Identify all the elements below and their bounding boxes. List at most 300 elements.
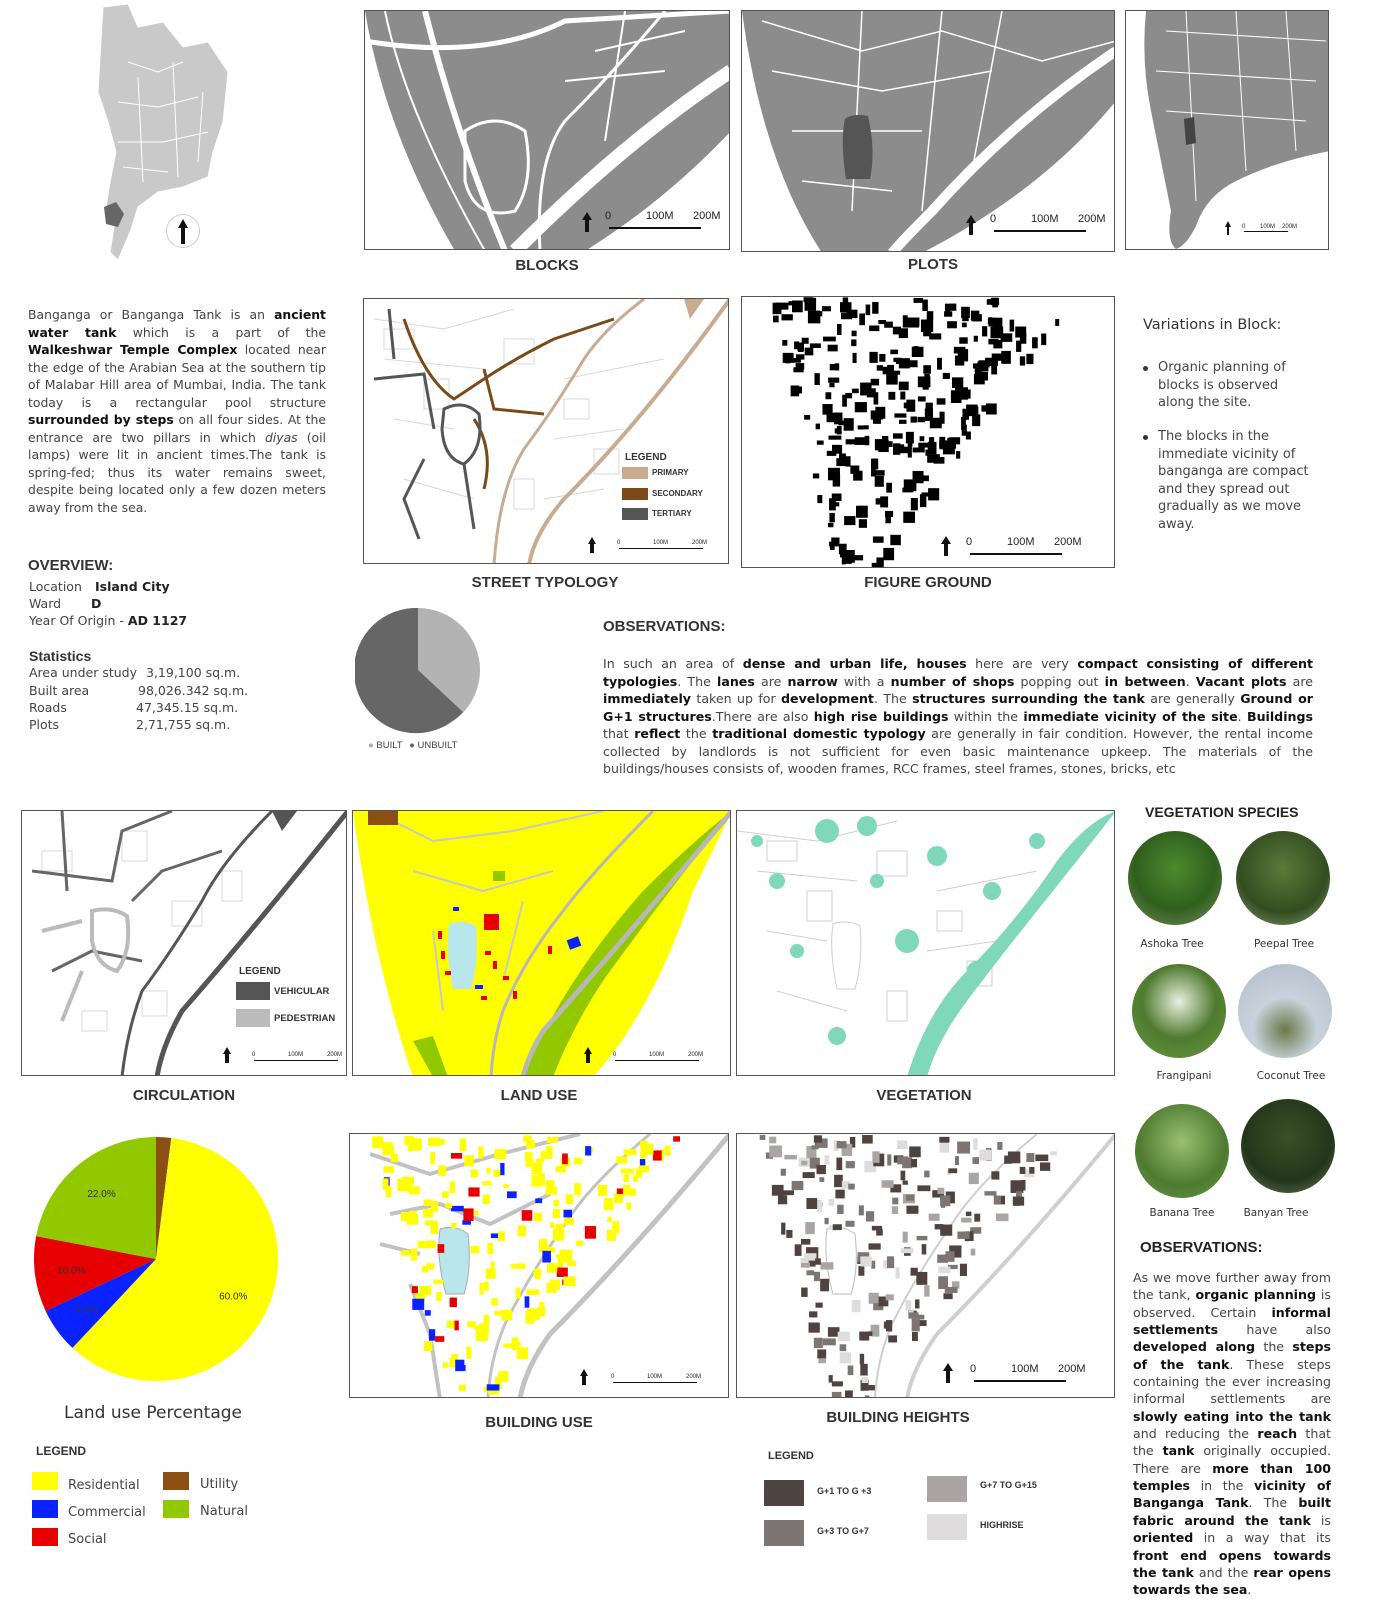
text-run: number of shops: [890, 673, 1015, 689]
building-footprint: [794, 341, 799, 349]
scale-mid: 100M: [647, 1374, 663, 1380]
building-footprint: [894, 413, 906, 417]
building-footprint: [426, 1263, 434, 1269]
caption-blocks: BLOCKS: [515, 257, 579, 274]
building-footprint: [858, 425, 864, 429]
building-footprint: [386, 1186, 392, 1197]
building-footprint: [791, 386, 800, 397]
building-footprint: [846, 1161, 855, 1168]
tree-label: Banana Tree: [1149, 1207, 1215, 1219]
text-run: developed along: [1133, 1339, 1256, 1355]
variations-heading: Variations in Block:: [1143, 317, 1282, 333]
building-footprint: [817, 495, 822, 503]
building-footprint: [924, 1285, 929, 1296]
building-footprint: [862, 1135, 873, 1144]
building-footprint: [525, 1296, 530, 1307]
building-footprint: [1050, 1151, 1057, 1155]
scale-bar-small: [1242, 224, 1300, 232]
building-footprint: [923, 365, 931, 374]
building-footprint: [922, 300, 928, 311]
building-footprint: [769, 1146, 782, 1158]
legend-label-g1-g3: G+1 TO G +3: [817, 1486, 872, 1496]
building-footprint: [546, 1146, 553, 1159]
text-run: are generally in fair condition. However, the rental income collected by landlords is not sufficient for even basic maintenance upkeep. The materials of the buildings/houses consists of, wooden frames, RCC frames, steel frames, stones, bricks, etc: [603, 726, 1314, 776]
scale-zero: 0: [617, 540, 621, 546]
building-footprint: [832, 1392, 842, 1398]
building-footprint: [810, 311, 822, 316]
building-footprint: [903, 512, 915, 523]
building-footprint: [868, 1331, 872, 1336]
building-footprint: [907, 320, 919, 327]
building-footprint: [412, 1286, 418, 1293]
caption-street-typology: STREET TYPOLOGY: [471, 574, 619, 591]
text-run: compact consisting of different typologies: [603, 656, 1313, 689]
legend-label-g7-g15: G+7 TO G+15: [980, 1480, 1037, 1490]
building-footprint: [772, 1185, 784, 1196]
overview-origin: [29, 613, 329, 628]
building-footprint: [1010, 320, 1015, 332]
north-arrow-icon: [578, 210, 596, 234]
building-footprint: [922, 1244, 927, 1254]
building-footprint: [412, 1299, 424, 1310]
building-footprint: [665, 1146, 671, 1156]
building-heights-map: [736, 1133, 1115, 1398]
building-footprint: [616, 1156, 627, 1163]
building-footprint: [776, 303, 789, 310]
text-run: immediate vicinity of the site: [1023, 708, 1238, 724]
building-footprint: [947, 438, 956, 449]
building-footprint: [903, 315, 908, 327]
building-footprint: [1040, 1162, 1050, 1170]
building-footprint: [500, 1163, 504, 1175]
legend-label-social: Social: [68, 1532, 107, 1547]
building-footprint: [760, 1135, 766, 1140]
building-footprint: [471, 1246, 480, 1253]
building-footprint: [474, 1211, 479, 1215]
scale-zero: 0: [970, 1363, 977, 1375]
building-footprint: [796, 363, 805, 369]
legend-swatch-primary: [622, 467, 648, 479]
scale-end: 200M: [692, 540, 708, 546]
stat-row: [29, 717, 329, 732]
building-footprint: [555, 1224, 564, 1237]
scale-bar-small: [613, 1052, 705, 1064]
building-footprint: [877, 365, 883, 370]
building-footprint: [541, 1151, 546, 1159]
building-footprint: [451, 1153, 462, 1159]
building-footprint: [515, 1288, 520, 1299]
building-footprint: [673, 1136, 680, 1141]
text-run: .: [1247, 1582, 1252, 1598]
building-footprint: [892, 1206, 898, 1214]
building-footprint: [781, 314, 792, 320]
building-footprint: [871, 1261, 875, 1269]
building-footprint: [803, 1172, 815, 1178]
building-footprint: [455, 1321, 459, 1331]
building-footprint: [1032, 337, 1038, 348]
building-footprint: [563, 1210, 572, 1218]
landuse-legend: [32, 1440, 272, 1555]
building-footprint: [875, 476, 884, 487]
legend-label-highrise: HIGHRISE: [980, 1520, 1024, 1530]
building-footprint: [945, 1251, 954, 1262]
building-footprint: [929, 1214, 940, 1221]
building-footprint: [476, 1330, 488, 1342]
intro-bold: Walkeshwar Temple Complex: [28, 342, 238, 357]
building-footprint: [1001, 351, 1011, 364]
text-run: originally occupied. There are: [1133, 1443, 1332, 1476]
building-footprint: [869, 352, 877, 363]
building-footprint: [526, 1160, 534, 1167]
building-footprint: [828, 345, 838, 352]
building-footprint: [832, 445, 842, 454]
building-footprint: [997, 1142, 1002, 1150]
building-footprint: [446, 1203, 453, 1208]
building-footprint: [866, 304, 871, 315]
building-footprint: [781, 1223, 785, 1235]
building-footprint: [482, 1181, 491, 1185]
building-footprint: [874, 470, 885, 476]
text-run: .: [1185, 673, 1196, 689]
building-footprint: [814, 1272, 820, 1281]
scale-end: 200M: [693, 210, 721, 222]
north-arrow-icon: [219, 1045, 235, 1065]
building-footprint: [961, 1218, 971, 1223]
text-run: are: [754, 673, 788, 689]
building-footprint: [937, 358, 942, 370]
building-footprint: [918, 443, 928, 448]
building-footprint: [471, 1169, 478, 1177]
intro-paragraph: [28, 306, 326, 516]
building-footprint: [547, 1137, 558, 1143]
legend-swatch-g1-g3: [764, 1480, 804, 1506]
building-footprint: [806, 1198, 817, 1209]
building-footprint: [851, 339, 856, 346]
text-run: with a: [837, 673, 891, 689]
building-footprint: [833, 1224, 842, 1230]
legend-swatch-g3-g7: [764, 1520, 804, 1546]
text-run: organic planning: [1195, 1287, 1316, 1303]
building-footprint: [844, 558, 852, 564]
text-run: rear opens towards the sea: [1133, 1564, 1331, 1598]
building-footprint: [507, 1191, 517, 1198]
building-footprint: [938, 1267, 950, 1274]
building-footprint: [854, 555, 863, 560]
text-run: informal settlements: [1133, 1304, 1331, 1338]
legend-title: LEGEND: [36, 1444, 87, 1458]
text-run: immediately: [603, 691, 692, 706]
building-footprint: [951, 390, 962, 403]
building-footprint: [840, 553, 845, 558]
building-footprint: [913, 298, 923, 303]
building-footprint: [940, 1195, 950, 1206]
north-arrow-icon: [166, 214, 200, 248]
banana-tree-image: [1135, 1104, 1229, 1198]
building-footprint: [852, 331, 857, 337]
legend-label-vehicular: VEHICULAR: [274, 986, 330, 997]
stat-label: Area under study: [29, 665, 137, 680]
frangipani-image: [1132, 964, 1226, 1058]
building-footprint: [858, 1266, 864, 1276]
building-footprint: [860, 383, 871, 396]
building-footprint: [517, 1347, 528, 1359]
text-run: and reducing the: [1133, 1426, 1258, 1442]
building-footprint: [939, 437, 945, 449]
text-run: . The: [1248, 1495, 1299, 1511]
building-footprint: [897, 1140, 907, 1149]
building-footprint: [823, 1338, 836, 1345]
building-footprint: [828, 523, 834, 527]
legend-unbuilt: UNBUILT: [417, 740, 458, 751]
building-footprint: [890, 350, 898, 355]
building-footprint: [498, 1231, 505, 1241]
text-run: are: [1286, 673, 1313, 689]
caption-land-use: LAND USE: [500, 1087, 578, 1104]
scale-zero: 0: [252, 1052, 256, 1058]
building-footprint: [844, 516, 855, 525]
tree-label: Frangipani: [1156, 1070, 1212, 1082]
building-footprint: [855, 402, 867, 412]
locator-map: [1125, 10, 1329, 250]
text-run: the: [680, 726, 713, 741]
building-footprint: [832, 1381, 843, 1386]
caption-vegetation: VEGETATION: [876, 1087, 972, 1104]
building-footprint: [972, 1157, 979, 1164]
building-footprint: [906, 1206, 918, 1214]
building-footprint: [786, 1230, 792, 1238]
text-run: . The: [677, 673, 717, 689]
building-footprint: [865, 1395, 870, 1398]
building-footprint: [974, 1214, 980, 1222]
building-footprint: [820, 1262, 833, 1269]
north-arrow-icon: [576, 1367, 592, 1387]
text-run: built fabric around the tank: [1133, 1495, 1332, 1528]
building-footprint: [860, 1354, 864, 1364]
building-footprint: [429, 1329, 435, 1341]
building-footprint: [927, 454, 940, 463]
building-footprint: [806, 1270, 814, 1275]
building-footprint: [527, 1308, 540, 1320]
observations-heading: OBSERVATIONS:: [603, 618, 726, 635]
ward-value: D: [91, 596, 102, 611]
building-footprint: [840, 1344, 847, 1351]
building-footprint: [918, 396, 926, 401]
building-footprint: [943, 1293, 952, 1299]
stat-value: 2,71,755 sq.m.: [136, 717, 231, 732]
building-footprint: [987, 299, 991, 305]
building-footprint: [937, 398, 946, 404]
building-footprint: [607, 1217, 611, 1222]
text-run: reflect: [634, 726, 681, 741]
building-footprint: [783, 1190, 794, 1195]
building-footprint: [526, 1289, 539, 1295]
building-footprint: [887, 1154, 891, 1165]
building-footprint: [801, 1239, 810, 1245]
overview-heading: OVERVIEW:: [28, 557, 114, 574]
location-value: Island City: [95, 579, 170, 594]
building-footprint: [845, 1390, 853, 1398]
text-run: and the: [1193, 1564, 1254, 1580]
scale-end: 200M: [1282, 224, 1298, 230]
building-footprint: [880, 496, 888, 507]
legend-label-pedestrian: PEDESTRIAN: [274, 1013, 336, 1024]
building-footprint: [814, 1135, 822, 1142]
building-footprint: [538, 1306, 545, 1317]
building-footprint: [483, 1195, 490, 1205]
building-footprint: [890, 535, 901, 545]
intro-text: located near the edge of the Arabian Sea at the southern tip of Malabar Hill area of Mumbai, India. The tank today is a rectangular pool structure: [28, 342, 326, 410]
building-footprint: [817, 441, 824, 445]
building-footprint: [988, 317, 992, 326]
building-footprint: [633, 1175, 638, 1182]
building-footprint: [947, 321, 957, 328]
building-footprint: [585, 1146, 591, 1155]
caption-plots: PLOTS: [907, 256, 958, 273]
building-footprint: [407, 1214, 418, 1225]
building-footprint: [848, 1366, 854, 1376]
building-footprint: [784, 1155, 797, 1160]
building-footprint: [860, 1364, 867, 1376]
building-footprint: [844, 418, 854, 431]
building-footprint: [981, 405, 992, 411]
legend-title: LEGEND: [625, 452, 667, 463]
building-footprint: [585, 1226, 596, 1239]
building-footprint: [956, 451, 960, 459]
tree-label: Coconut Tree: [1256, 1070, 1326, 1082]
origin-label: Year Of Origin -: [29, 613, 124, 628]
building-footprint: [837, 1141, 847, 1148]
scale-mid: 100M: [1007, 536, 1035, 548]
building-footprint: [988, 339, 998, 345]
building-footprint: [912, 1332, 918, 1341]
building-footprint: [435, 1336, 444, 1342]
building-footprint: [856, 506, 868, 518]
building-footprint: [991, 364, 997, 374]
building-footprint: [917, 417, 924, 422]
text-run: lanes: [717, 673, 755, 689]
scale-bar: [605, 210, 730, 232]
building-footprint: [782, 340, 787, 346]
building-footprint: [845, 1221, 854, 1227]
caption-circulation: CIRCULATION: [132, 1087, 236, 1104]
figure-ground-map: [741, 296, 1115, 568]
building-footprint: [484, 1282, 489, 1291]
scale-mid: 100M: [653, 540, 669, 546]
building-footprint: [815, 1303, 822, 1308]
legend-swatch-highrise: [927, 1514, 967, 1540]
location-label: Location: [29, 579, 82, 594]
building-footprint: [553, 1200, 559, 1207]
building-footprint: [1015, 327, 1026, 338]
text-run: .: [1237, 708, 1247, 724]
building-footprint: [551, 1181, 555, 1185]
building-footprint: [447, 1321, 455, 1328]
building-footprint: [438, 1244, 445, 1253]
building-footprint: [911, 416, 917, 422]
building-footprint: [553, 1209, 560, 1218]
building-footprint: [819, 1177, 824, 1182]
intro-text: (oil lamps) were lit in ancient times.The tank is spring-fed; thus its water remains sweet, despite being located only a few dozen meters away from the sea.: [28, 429, 326, 515]
building-footprint: [598, 1185, 607, 1196]
building-footprint: [900, 392, 905, 400]
building-footprint: [927, 311, 934, 319]
scale-end: 200M: [1054, 536, 1082, 548]
legend-label-residential: Residential: [68, 1478, 140, 1493]
building-footprint: [1020, 1167, 1026, 1174]
building-footprint: [1029, 1167, 1034, 1174]
stat-row: [29, 700, 329, 715]
legend-label-commercial: Commercial: [68, 1505, 146, 1520]
building-footprint: [576, 1241, 583, 1246]
legend-title: LEGEND: [768, 1450, 814, 1462]
building-footprint: [824, 1155, 829, 1164]
text-run: front end opens towards the tank: [1133, 1547, 1331, 1580]
building-footprint: [814, 1338, 823, 1348]
building-footprint: [795, 1244, 802, 1256]
building-footprint: [503, 1184, 508, 1188]
building-footprint: [911, 1159, 917, 1167]
scale-mid: 100M: [1260, 224, 1276, 230]
text-run: within the: [948, 708, 1024, 724]
building-footprint: [562, 1153, 568, 1164]
text-run: are generally: [1144, 691, 1241, 706]
building-footprint: [893, 433, 903, 438]
building-footprint: [814, 373, 819, 385]
building-footprint: [949, 304, 956, 311]
building-footprint: [899, 328, 908, 338]
stat-value: 47,345.15 sq.m.: [136, 700, 239, 715]
building-footprint: [899, 382, 909, 391]
building-footprint: [442, 1191, 449, 1198]
legend-swatch-pedestrian: [236, 1009, 270, 1027]
building-footprint: [401, 1250, 410, 1256]
building-footprint: [536, 1158, 544, 1162]
scale-end: 200M: [1058, 1363, 1086, 1375]
building-footprint: [828, 436, 841, 440]
building-footprint: [550, 1222, 554, 1228]
building-footprint: [886, 374, 897, 384]
building-footprint: [966, 432, 971, 440]
building-footprint: [773, 316, 779, 323]
variations-bullet-1: Organic planning of blocks is observed along the site.: [1158, 359, 1318, 412]
scale-mid: 100M: [649, 1052, 665, 1058]
building-footprint: [522, 1210, 533, 1221]
building-footprint: [1011, 1180, 1024, 1193]
building-footprint: [945, 304, 950, 313]
building-footprint: [829, 383, 834, 388]
building-footprint: [974, 374, 985, 385]
building-footprint: [974, 336, 978, 342]
legend-label-tertiary: TERTIARY: [652, 509, 692, 518]
building-footprint: [899, 420, 906, 424]
building-footprint: [640, 1151, 646, 1158]
building-footprint: [955, 347, 960, 353]
building-footprint: [939, 1137, 949, 1143]
building-footprint: [801, 1263, 810, 1268]
circulation-legend: [236, 964, 346, 1034]
text-run: oriented: [1133, 1530, 1194, 1546]
building-footprint: [872, 1151, 879, 1163]
building-footprint: [852, 389, 859, 394]
building-footprint: [904, 403, 908, 409]
building-footprint: [789, 301, 800, 305]
building-footprint: [994, 1196, 1001, 1205]
building-footprint: [876, 557, 883, 567]
building-footprint: [545, 1186, 557, 1194]
building-footprint: [837, 324, 842, 335]
building-footprint: [828, 1199, 834, 1206]
legend-swatch-utility: [163, 1472, 189, 1490]
